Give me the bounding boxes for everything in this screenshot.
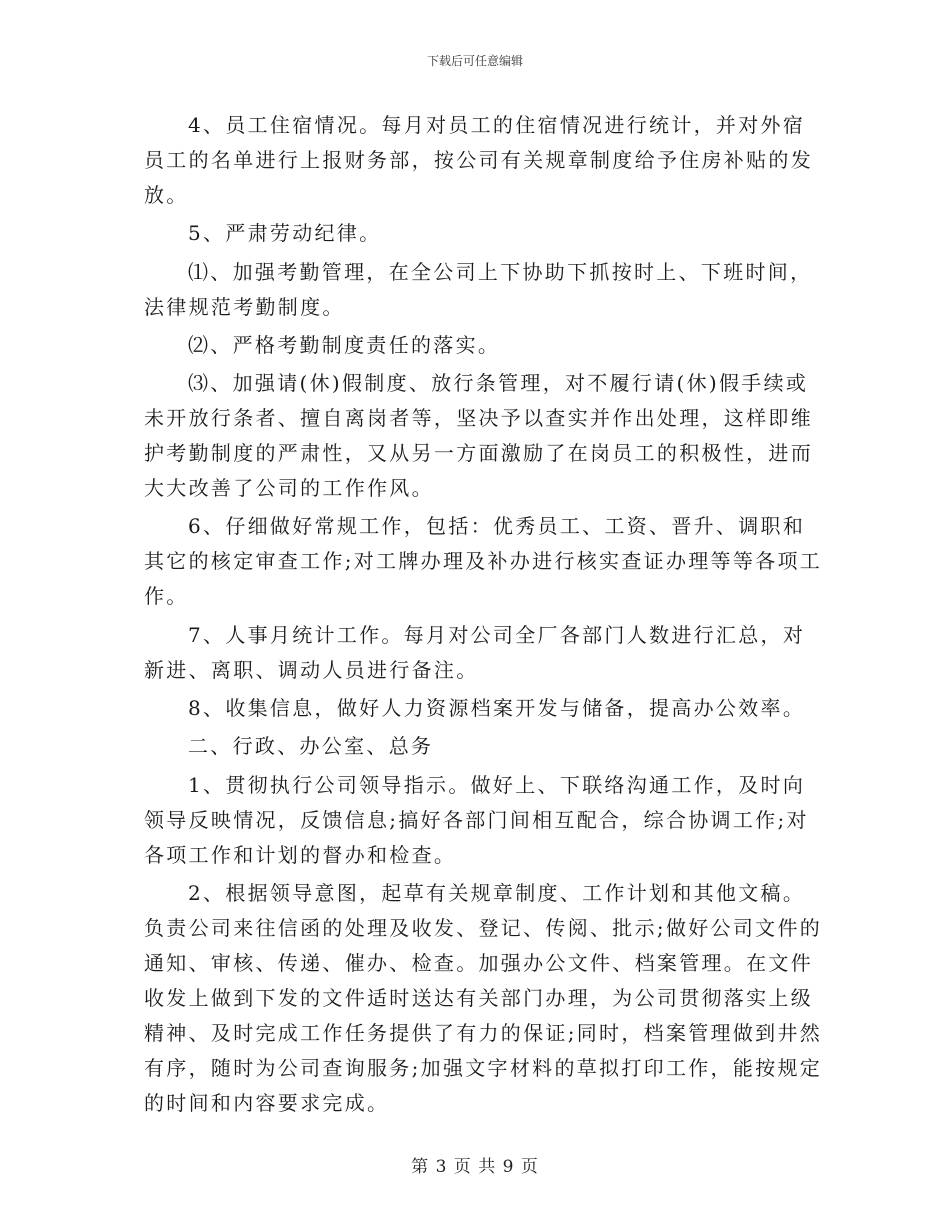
paragraph-item-8: 8、收集信息，做好人力资源档案开发与储备，提高办公效率。 <box>188 696 806 721</box>
section-heading: 二、行政、办公室、总务 <box>188 734 434 759</box>
page-header-note: 下载后可任意编辑 <box>426 54 523 68</box>
paragraph-item-6: 6、仔细做好常规工作，包括：优秀员工、工资、晋升、调职和其它的核定审查工作;对工牌办理及补办进行核实查证办理等等各项工作。 <box>144 514 823 609</box>
paragraph-item-7: 7、人事月统计工作。每月对公司全厂各部门人数进行汇总，对新进、离职、调动人员进行备注。 <box>144 622 806 682</box>
paragraph-subitem-2: ⑵、严格考勤制度责任的落实。 <box>188 332 501 357</box>
paragraph-admin-1: 1、贯彻执行公司领导指示。做好上、下联络沟通工作，及时向领导反映情况，反馈信息;搞好各部门间相互配合，综合协调工作;对各项工作和计划的督办和检查。 <box>144 772 809 867</box>
paragraph-admin-2: 2、根据领导意图，起草有关规章制度、工作计划和其他文稿。负责公司来往信函的处理及收发、登记、传阅、批示;做好公司文件的通知、审核、传递、催办、检查。加强办公文件、档案管理。在文件收发上做到下发的文件适时送达有关部门办理，为公司贯彻落实上级精神、及时完成工作任务提供了有力的保证;同时，档案管理做到井然有序，随时为公司查询服务;加强文字材料的草拟打印工作，能按规定的时间和内容要求完成。 <box>144 880 823 1115</box>
paragraph-subitem-3: ⑶、加强请(休)假制度、放行条管理，对不履行请(休)假手续或未开放行条者、擅自离岗者等，坚决予以查实并作出处理，这样即维护考勤制度的严肃性，又从另一方面激励了在岗员工的积极性，进而大大改善了公司的工作作风。 <box>144 371 813 501</box>
paragraph-subitem-1: ⑴、加强考勤管理，在全公司上下协助下抓按时上、下班时间，法律规范考勤制度。 <box>144 259 813 319</box>
paragraph-item-5: 5、严肃劳动纪律。 <box>188 221 382 246</box>
document-body <box>144 108 824 1124</box>
paragraph-item-4: 4、员工住宿情况。每月对员工的住宿情况进行统计，并对外宿员工的名单进行上报财务部，按公司有关规章制度给予住房补贴的发放。 <box>144 113 813 207</box>
page-number-footer: 第 3 页 共 9 页 <box>411 1157 539 1177</box>
